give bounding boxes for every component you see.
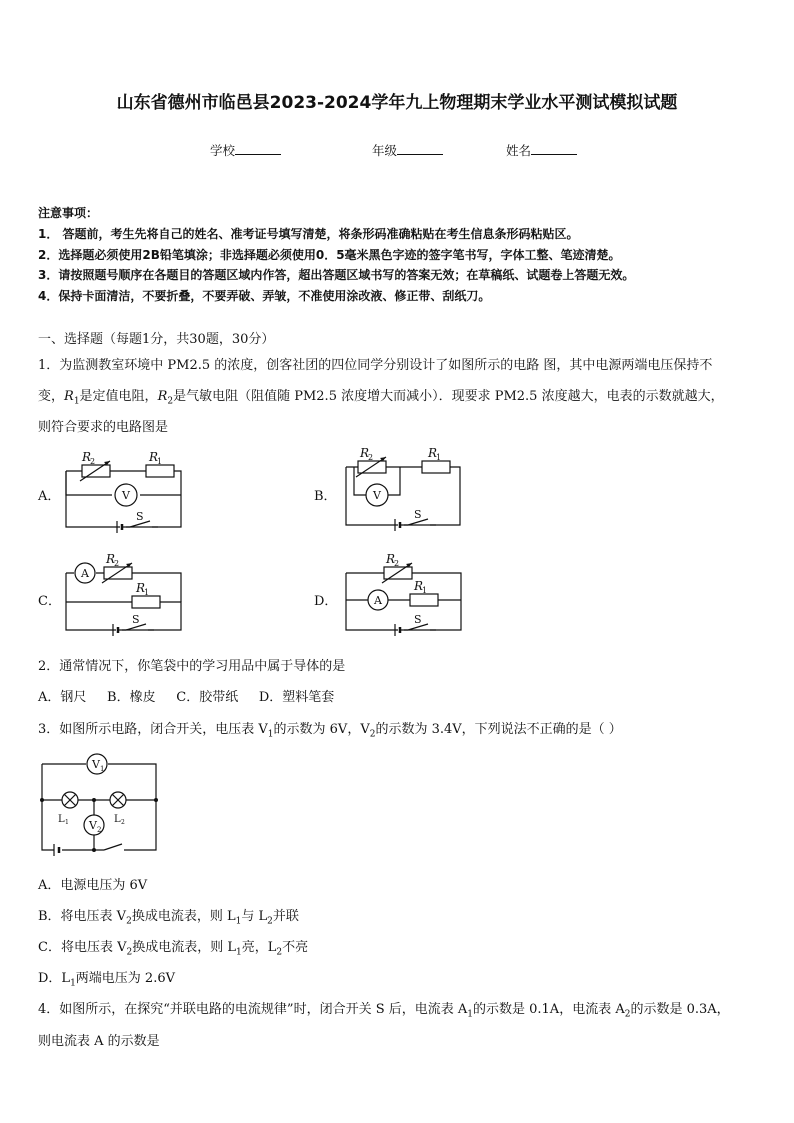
q3-option-d: D．$L_1$两端电压为 2.6V bbox=[38, 971, 175, 989]
r1-sub: 1 bbox=[422, 586, 428, 595]
ammeter-label: A bbox=[374, 594, 382, 607]
r2-label: R bbox=[82, 450, 92, 464]
name-field: 姓名 bbox=[506, 141, 577, 159]
note-item: 1． 答题前，考生先将自己的姓名、准考证号填写清楚，将条形码准确粘贴在考生信息条形码粘贴区。 bbox=[38, 227, 579, 241]
r1-sub: 1 bbox=[144, 588, 150, 597]
r1-label: R bbox=[136, 581, 146, 595]
page-title: 山东省德州市临邑县2023-2024学年九上物理期末学业水平测试模拟试题 bbox=[116, 93, 678, 113]
l2-sub: 2 bbox=[121, 819, 125, 826]
q3-option-b: B．将电压表 $V_2$换成电流表，则 $L_1$与 $L_2$并联 bbox=[38, 909, 299, 927]
v2-sub: 2 bbox=[97, 826, 102, 834]
v1-label: V bbox=[92, 758, 100, 771]
q1-stem-line2: 变，$R_1$是定值电阻，$R_2$是气敏电阻（阻值随 PM2.5 浓度增大而减小）．现要求 PM2.5 浓度越大，电表的示数就越大， bbox=[38, 389, 724, 407]
grade-field: 年级 bbox=[372, 141, 443, 159]
q4-stem-line2: 则电流表 A 的示数是 bbox=[38, 1034, 160, 1049]
q3-option-c: C．将电压表 $V_2$换成电流表，则 $L_1$亮，$L_2$不亮 bbox=[38, 940, 309, 958]
q3-circuit bbox=[38, 752, 163, 857]
q1-option-d-label: D． bbox=[314, 594, 338, 609]
switch-label: S bbox=[414, 613, 422, 626]
circuit-a bbox=[60, 445, 190, 535]
switch-label: S bbox=[414, 508, 422, 521]
note-item: 3．请按照题号顺序在各题目的答题区域内作答，超出答题区域书写的答案无效；在草稿纸、试题卷上答题无效。 bbox=[38, 268, 635, 282]
l2-label: L bbox=[114, 814, 121, 825]
section-heading: 一、选择题（每题1分，共30题，30分） bbox=[38, 332, 275, 347]
q1-option-b-label: B． bbox=[314, 489, 337, 504]
q4-stem-line1: 4．如图所示，在探究“并联电路的电流规律”时，闭合开关 S 后，电流表 $A_1$的示数是 0.1A，电流表 $A_2$的示数是 0.3A， bbox=[38, 1002, 730, 1020]
ammeter-label: A bbox=[81, 567, 89, 580]
v2-label: V bbox=[89, 819, 97, 832]
switch-label: S bbox=[136, 510, 144, 523]
r2-sub: 2 bbox=[368, 453, 374, 462]
r1-label: R bbox=[414, 579, 424, 593]
l1-sub: 1 bbox=[65, 819, 69, 826]
voltmeter-label: V bbox=[373, 489, 381, 502]
circuit-c bbox=[60, 550, 190, 640]
school-field: 学校 bbox=[210, 141, 281, 159]
circuit-d bbox=[340, 550, 470, 640]
r2-sub: 2 bbox=[394, 559, 400, 568]
r2-label: R bbox=[360, 446, 370, 460]
q2-stem: 2．通常情况下，你笔袋中的学习用品中属于导体的是 bbox=[38, 659, 346, 674]
r2-label: R bbox=[386, 552, 396, 566]
q1-stem-line3: 则符合要求的电路图是 bbox=[38, 420, 169, 435]
note-item: 4．保持卡面清洁，不要折叠，不要弄破、弄皱，不准使用涂改液、修正带、刮纸刀。 bbox=[38, 289, 491, 303]
q1-option-a-label: A． bbox=[38, 489, 61, 504]
voltmeter-label: V bbox=[122, 489, 130, 502]
q3-stem: 3．如图所示电路，闭合开关，电压表 $V_1$的示数为 6V，$V_2$的示数为 3.4V，下列说法不正确的是（ ） bbox=[38, 722, 622, 740]
r2-label: R bbox=[106, 552, 116, 566]
note-item: 2．选择题必须使用2B铅笔填涂；非选择题必须使用0．5毫米黑色字迹的签字笔书写，字体工整、笔迹清楚。 bbox=[38, 248, 621, 262]
r1-label: R bbox=[428, 446, 438, 460]
v1-sub: 1 bbox=[100, 765, 105, 773]
l1-label: L bbox=[58, 814, 65, 825]
q3-option-a: A．电源电压为 6V bbox=[38, 878, 148, 893]
r2-sub: 2 bbox=[114, 559, 120, 568]
circuit-b bbox=[340, 445, 470, 535]
q1-stem-line1: 1．为监测教室环境中 PM2.5 的浓度，创客社团的四位同学分别设计了如图所示的电路 图，其中电源两端电压保持不 bbox=[38, 358, 713, 373]
switch-label: S bbox=[132, 613, 140, 626]
r1-label: R bbox=[149, 450, 159, 464]
r1-sub: 1 bbox=[157, 457, 163, 466]
q1-option-c-label: C． bbox=[38, 594, 61, 609]
r2-sub: 2 bbox=[90, 457, 96, 466]
r1-sub: 1 bbox=[436, 453, 442, 462]
notes-heading: 注意事项： bbox=[38, 206, 99, 220]
q2-options: A．钢尺 B．橡皮 C．胶带纸 D．塑料笔套 bbox=[38, 690, 335, 705]
